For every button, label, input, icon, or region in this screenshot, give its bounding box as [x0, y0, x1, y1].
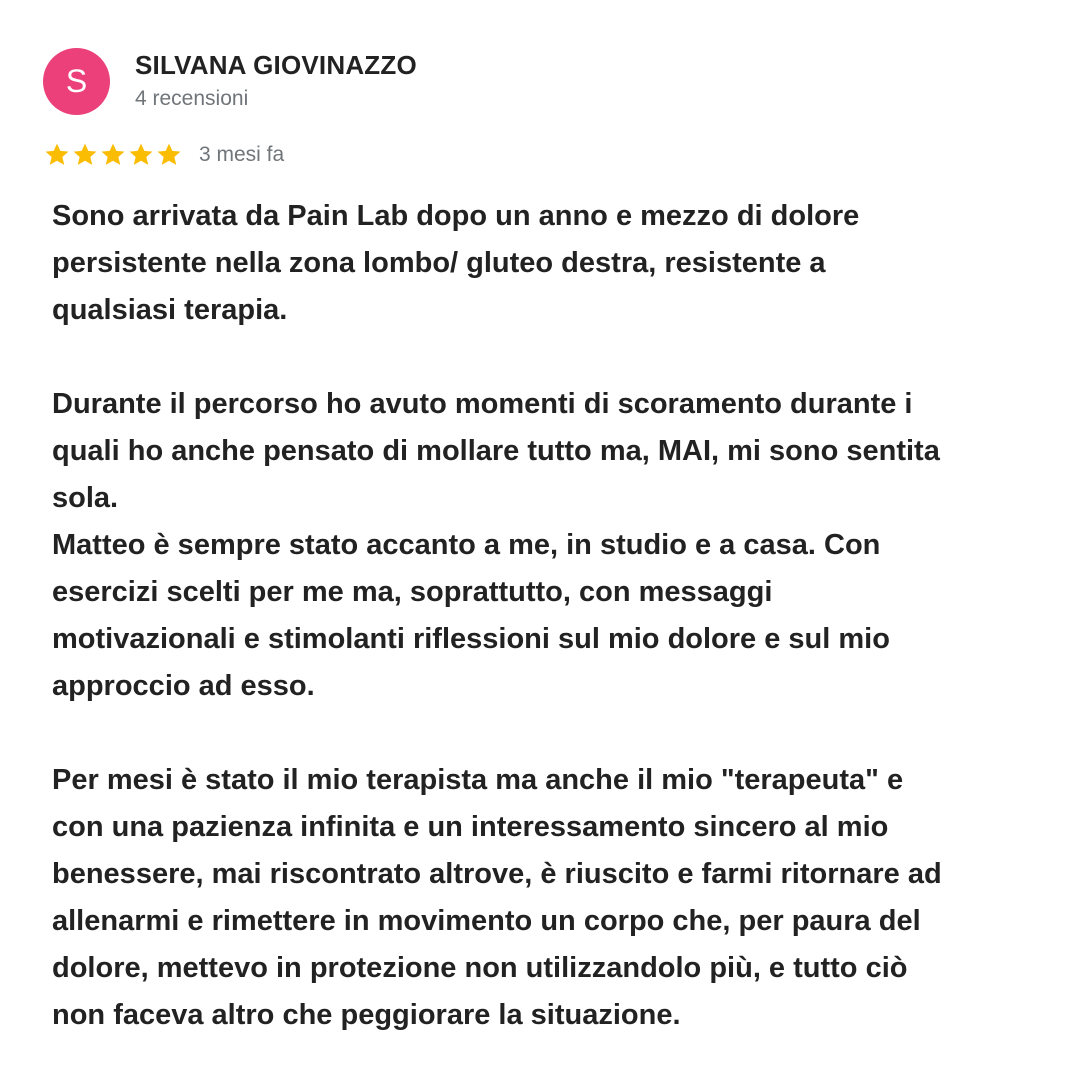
rating-row — [43, 140, 284, 170]
avatar-letter: S — [65, 63, 88, 99]
star-icon — [155, 141, 183, 169]
avatar[interactable] — [43, 48, 110, 115]
star-icon — [99, 141, 127, 169]
paragraph-spacer — [52, 334, 1052, 381]
reviews-count: 4 recensioni — [135, 87, 249, 110]
review-paragraph: Durante il percorso ho avuto momenti di scoramento durante i quali ho anche pensato di mollare tutto ma, MAI, mi sono sentita sola. Matteo è sempre stato accanto a me, in studio e a casa. Con esercizi scelti per me ma, soprattutto, con messaggi motivazionali e stimolanti riflessioni sul mio dolore e sul mio approccio ad esso. — [52, 388, 940, 702]
star-rating — [43, 141, 183, 169]
review-paragraph: Sono arrivata da Pain Lab dopo un anno e mezzo di dolore persistente nella zona lombo/ gluteo destra, resistente a qualsiasi terapia. — [52, 200, 860, 326]
review-text — [52, 193, 1052, 1039]
reviewer-name[interactable]: SILVANA GIOVINAZZO — [135, 50, 417, 80]
review-date: 3 mesi fa — [199, 143, 285, 166]
star-icon — [71, 141, 99, 169]
star-icon — [43, 141, 71, 169]
star-icon — [127, 141, 155, 169]
review-paragraph: Per mesi è stato il mio terapista ma anche il mio "terapeuta" e con una pazienza infinita e un interessamento sincero al mio benessere, mai riscontrato altrove, è riuscito e farmi ritornare ad allenarmi e rimettere in movimento un corpo che, per paura del dolore, mettevo in protezione non utilizzandolo più, e tutto ciò non faceva altro che peggiorare la situazione. — [52, 764, 942, 1031]
paragraph-spacer — [52, 710, 1052, 757]
